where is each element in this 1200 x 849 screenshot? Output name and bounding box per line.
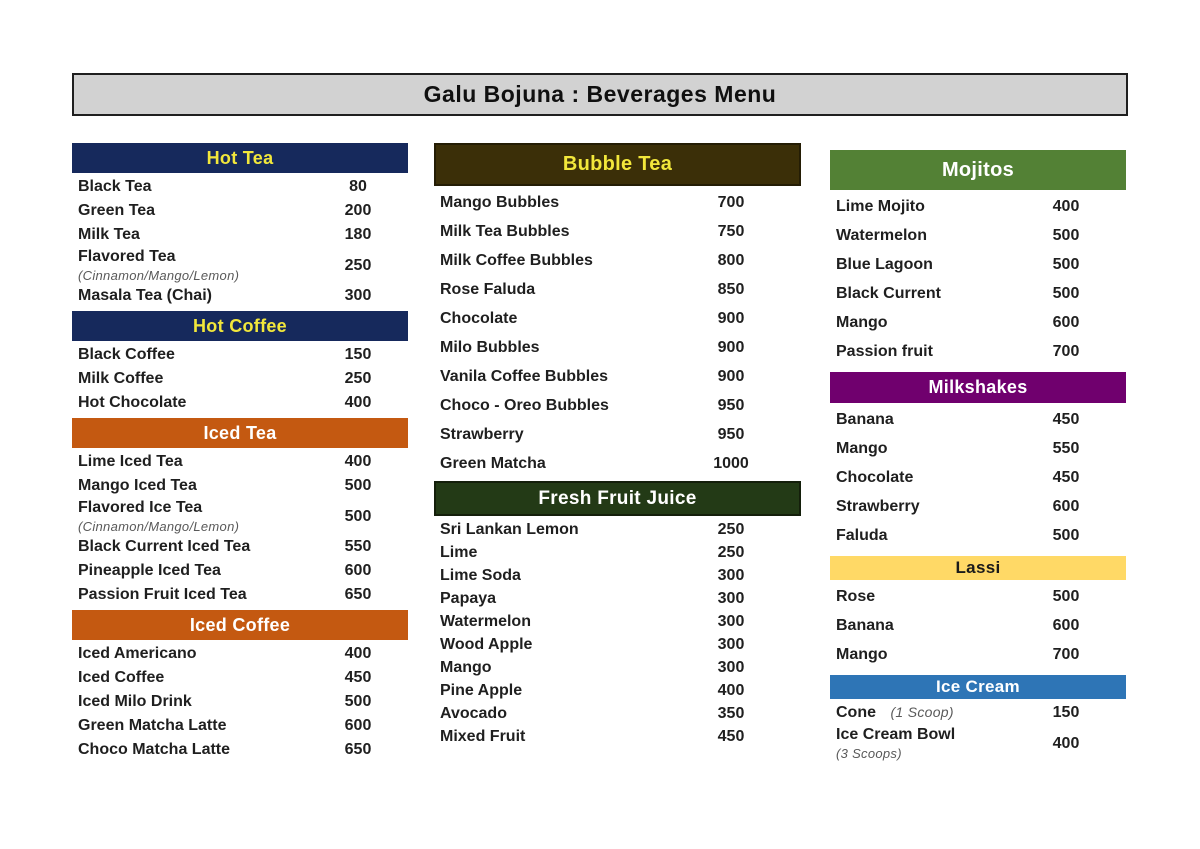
item-name: Papaya [440, 589, 497, 607]
menu-item-row [830, 337, 1126, 366]
section-header: Hot Tea [72, 143, 408, 173]
section-items [830, 580, 1126, 669]
item-note: (Cinnamon/Mango/Lemon) [78, 519, 240, 534]
page-title: Galu Bojuna : Beverages Menu [72, 73, 1128, 116]
menu-item-row [434, 725, 801, 748]
item-name: Rose Faluda [440, 280, 536, 298]
menu-item-row [830, 221, 1126, 250]
menu-item-row [434, 449, 801, 478]
item-name: Mango [836, 313, 888, 331]
menu-item-row [72, 642, 408, 666]
item-name: Choco Matcha Latte [78, 741, 231, 758]
section-items [72, 448, 408, 607]
menu-section [72, 311, 408, 415]
item-name: Sri Lankan Lemon [440, 520, 579, 538]
item-name: Milk Coffee Bubbles [440, 251, 593, 269]
menu-item-row [830, 582, 1126, 611]
menu-section [434, 143, 801, 478]
menu-item-row [72, 474, 408, 498]
menu-section [830, 675, 1126, 762]
section-items [72, 640, 408, 762]
item-price: 900 [717, 338, 745, 356]
item-name: Watermelon [836, 226, 927, 244]
item-price: 250 [717, 520, 745, 538]
section-header: Bubble Tea [434, 143, 801, 186]
section-header: Milkshakes [830, 372, 1126, 403]
menu-item-row [72, 666, 408, 690]
section-header: Iced Tea [72, 418, 408, 448]
item-price: 950 [717, 425, 745, 443]
item-name: Avocado [440, 704, 507, 722]
item-name: Ice Cream Bowl [836, 726, 956, 743]
menu-item-row [434, 188, 801, 217]
menu-item-row [434, 564, 801, 587]
menu-item-row [434, 333, 801, 362]
item-price: 550 [344, 538, 372, 555]
item-name: Green Matcha Latte [78, 717, 227, 734]
section-items [830, 190, 1126, 366]
item-price: 400 [344, 645, 372, 662]
menu-item-row [830, 725, 1126, 762]
menu-section [72, 143, 408, 308]
menu-item-row [72, 367, 408, 391]
item-price: 600 [344, 717, 372, 734]
item-name: Flavored Ice Tea [78, 499, 203, 516]
menu-item-row [72, 223, 408, 247]
item-price: 250 [717, 543, 745, 561]
item-name: Iced Coffee [78, 669, 165, 686]
item-name: Pineapple Iced Tea [78, 562, 221, 579]
item-name: Watermelon [440, 612, 531, 630]
item-price: 600 [1052, 313, 1080, 331]
item-note: (3 Scoops) [836, 746, 902, 761]
item-name: Mango [836, 645, 888, 663]
section-header: Iced Coffee [72, 610, 408, 640]
menu-column-2 [434, 143, 801, 751]
item-name: Mango Iced Tea [78, 477, 197, 494]
item-note: (1 Scoop) [890, 704, 954, 720]
item-price: 300 [717, 589, 745, 607]
menu-item-row [434, 541, 801, 564]
item-price: 450 [1052, 468, 1080, 486]
item-name: Strawberry [836, 497, 920, 515]
item-name: Iced Milo Drink [78, 693, 192, 710]
menu-item-row [434, 362, 801, 391]
menu-item-row [434, 587, 801, 610]
section-header: Fresh Fruit Juice [434, 481, 801, 516]
menu-item-row [72, 535, 408, 559]
menu-item-row [830, 611, 1126, 640]
item-price: 300 [344, 287, 372, 304]
item-price: 900 [717, 367, 745, 385]
item-name: Chocolate [440, 309, 518, 327]
item-price: 450 [717, 727, 745, 745]
item-price: 550 [1052, 439, 1080, 457]
item-name: Wood Apple [440, 635, 533, 653]
item-price: 500 [1052, 587, 1080, 605]
item-price: 500 [1052, 526, 1080, 544]
menu-item-row [830, 308, 1126, 337]
item-price: 300 [717, 635, 745, 653]
menu-item-row [830, 492, 1126, 521]
menu-item-row [434, 275, 801, 304]
item-name: Flavored Tea [78, 248, 176, 265]
item-price: 600 [1052, 497, 1080, 515]
menu-column-1 [72, 143, 408, 765]
section-items [434, 186, 801, 478]
item-price: 350 [717, 704, 745, 722]
menu-item-row [434, 246, 801, 275]
item-price: 500 [1052, 226, 1080, 244]
item-price: 850 [717, 280, 745, 298]
item-price: 500 [344, 477, 372, 494]
section-header: Ice Cream [830, 675, 1126, 699]
menu-item-row [72, 690, 408, 714]
menu-item-row [434, 420, 801, 449]
item-price: 450 [344, 669, 372, 686]
menu-section [72, 418, 408, 607]
item-price: 500 [344, 693, 372, 710]
item-name: Milk Tea Bubbles [440, 222, 570, 240]
menu-section [434, 481, 801, 748]
item-price: 1000 [713, 454, 749, 472]
item-name: Mango [836, 439, 888, 457]
menu-item-row [72, 559, 408, 583]
menu-item-row [434, 391, 801, 420]
item-name: Black Tea [78, 178, 152, 195]
item-price: 300 [717, 612, 745, 630]
item-price: 500 [344, 507, 372, 525]
item-name: Lime Mojito [836, 197, 925, 215]
menu-item-row [72, 450, 408, 474]
menu-item-row [434, 679, 801, 702]
section-items [72, 173, 408, 308]
item-price: 80 [349, 178, 367, 195]
item-name: Hot Chocolate [78, 394, 187, 411]
item-price: 650 [344, 586, 372, 603]
item-price: 800 [717, 251, 745, 269]
item-name: Milk Tea [78, 226, 140, 243]
item-name: Black Current Iced Tea [78, 538, 251, 555]
menu-item-row [830, 434, 1126, 463]
item-price: 950 [717, 396, 745, 414]
item-name: Lime Soda [440, 566, 521, 584]
item-price: 500 [1052, 255, 1080, 273]
item-name: Faluda [836, 526, 888, 544]
item-name: Blue Lagoon [836, 255, 933, 273]
menu-section [830, 150, 1126, 366]
section-items [830, 699, 1126, 762]
item-name: Green Matcha [440, 454, 546, 472]
item-name: Rose [836, 587, 876, 605]
item-price: 700 [1052, 342, 1080, 360]
item-name: Lime [440, 543, 478, 561]
item-price: 500 [1052, 284, 1080, 302]
item-price: 180 [344, 226, 372, 243]
menu-item-row [72, 738, 408, 762]
item-name: Mango [440, 658, 492, 676]
item-price: 400 [344, 394, 372, 411]
menu-item-row [72, 343, 408, 367]
item-price: 650 [344, 741, 372, 758]
menu-item-row [434, 217, 801, 246]
item-name: Mango Bubbles [440, 193, 560, 211]
item-name: Passion fruit [836, 342, 933, 360]
item-note: (Cinnamon/Mango/Lemon) [78, 268, 240, 283]
menu-item-row [434, 610, 801, 633]
section-items [72, 341, 408, 415]
item-name: Passion Fruit Iced Tea [78, 586, 247, 603]
item-price: 250 [344, 256, 372, 274]
item-price: 400 [1052, 197, 1080, 215]
section-items [434, 516, 801, 748]
item-name: Masala Tea (Chai) [78, 287, 212, 304]
menu-item-row [434, 702, 801, 725]
item-name: Choco - Oreo Bubbles [440, 396, 609, 414]
item-price: 600 [1052, 616, 1080, 634]
item-price: 300 [717, 658, 745, 676]
item-price: 400 [717, 681, 745, 699]
menu-item-row [72, 498, 408, 535]
item-name: Iced Americano [78, 645, 197, 662]
menu-section [830, 556, 1126, 669]
menu-section [72, 610, 408, 762]
menu-item-row [830, 463, 1126, 492]
menu-item-row [434, 518, 801, 541]
menu-item-row [72, 583, 408, 607]
section-items [830, 403, 1126, 550]
item-name: Milk Coffee [78, 370, 164, 387]
menu-item-row [830, 250, 1126, 279]
menu-item-row [830, 640, 1126, 669]
menu-item-row [434, 304, 801, 333]
item-name: Vanila Coffee Bubbles [440, 367, 609, 385]
menu-item-row [72, 284, 408, 308]
item-price: 150 [344, 346, 372, 363]
item-name: Black Current [836, 284, 941, 302]
item-price: 750 [717, 222, 745, 240]
item-price: 200 [344, 202, 372, 219]
item-name: Black Coffee [78, 346, 175, 363]
menu-item-row [830, 405, 1126, 434]
item-name: Cone [836, 704, 876, 721]
section-header: Lassi [830, 556, 1126, 580]
menu-item-row [830, 521, 1126, 550]
menu-item-row [72, 199, 408, 223]
item-price: 300 [717, 566, 745, 584]
item-name: Pine Apple [440, 681, 523, 699]
section-header: Mojitos [830, 150, 1126, 190]
section-header: Hot Coffee [72, 311, 408, 341]
item-name: Mixed Fruit [440, 727, 526, 745]
menu-item-row [434, 656, 801, 679]
item-name: Milo Bubbles [440, 338, 540, 356]
item-price: 600 [344, 562, 372, 579]
menu-item-row [434, 633, 801, 656]
item-name: Chocolate [836, 468, 914, 486]
menu-section [830, 372, 1126, 550]
item-price: 250 [344, 370, 372, 387]
item-name: Banana [836, 616, 894, 634]
menu-item-row [72, 247, 408, 284]
menu-item-row [72, 391, 408, 415]
item-price: 400 [344, 453, 372, 470]
item-name: Strawberry [440, 425, 524, 443]
menu-item-row [830, 192, 1126, 221]
item-name: Green Tea [78, 202, 156, 219]
menu-item-row [830, 279, 1126, 308]
item-price: 700 [717, 193, 745, 211]
item-name: Banana [836, 410, 894, 428]
item-price: 150 [1052, 704, 1080, 721]
menu-item-row [830, 701, 1126, 725]
menu-item-row [72, 714, 408, 738]
item-price: 450 [1052, 410, 1080, 428]
menu-column-3 [830, 150, 1126, 768]
item-price: 700 [1052, 645, 1080, 663]
menu-item-row [72, 175, 408, 199]
item-price: 400 [1052, 734, 1080, 752]
item-price: 900 [717, 309, 745, 327]
item-name: Lime Iced Tea [78, 453, 183, 470]
